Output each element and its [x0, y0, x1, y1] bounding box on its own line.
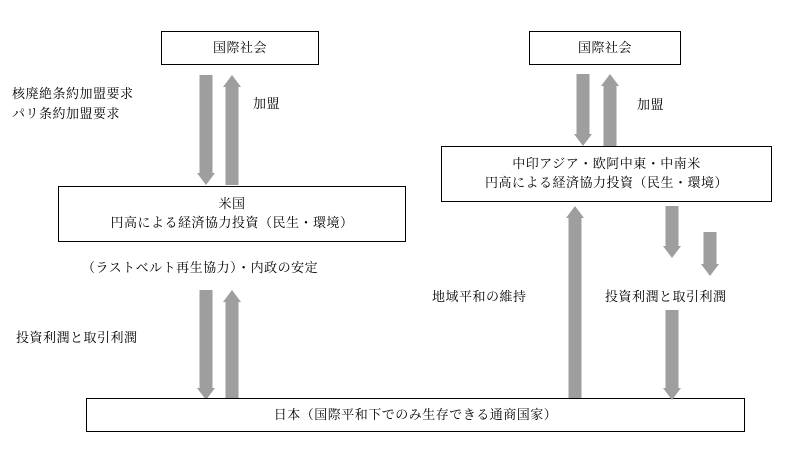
label-line: （ラストベルト再生協力）・内政の安定 — [82, 260, 319, 275]
box-line: 日本（国際平和下でのみ生存できる通商国家） — [273, 406, 558, 422]
label-line: 核廃絶条約加盟要求 — [12, 86, 134, 101]
label-line: 投資利潤と取引利潤 — [605, 289, 727, 304]
arrow-down-regions-profit — [662, 206, 682, 258]
label-regional-peace — [432, 287, 527, 307]
arrow-down-society-to-usa — [196, 75, 216, 185]
box-line: 中印アジア・欧阿中東・中南米 — [512, 156, 701, 172]
box-line: 円高による経済協力投資（民生・環境） — [110, 215, 354, 230]
label-treaty-demands — [12, 84, 134, 123]
box-line: 国際社会 — [212, 39, 267, 55]
label-line: 加盟 — [253, 96, 281, 111]
label-line: パリ条約加盟要求 — [12, 105, 121, 121]
label-accession-left — [253, 94, 280, 114]
box-international-society-left — [161, 31, 319, 65]
arrow-up-japan-to-regions — [565, 206, 585, 398]
box-japan — [86, 398, 745, 432]
label-line: 投資利潤と取引利潤 — [16, 330, 138, 345]
arrow-down-society-to-regions — [573, 74, 593, 146]
arrow-up-usa-to-society — [222, 75, 242, 185]
arrow-up-japan-to-usa — [222, 290, 242, 400]
arrow-down-regions-profit-second — [700, 232, 720, 276]
box-line: 円高による経済協力投資（民生・環境） — [484, 175, 728, 190]
box-line: 国際社会 — [577, 39, 632, 55]
label-rustbelt-cooperation — [82, 258, 318, 278]
box-international-society-right — [529, 31, 681, 65]
label-investment-profit-right — [605, 287, 727, 307]
arrow-up-regions-to-society — [600, 74, 620, 146]
box-regions — [441, 146, 772, 202]
label-accession-right — [637, 95, 664, 115]
label-line: 加盟 — [637, 97, 665, 112]
label-line: 地域平和の維持 — [432, 289, 527, 304]
arrow-down-profit-to-japan — [662, 310, 682, 400]
box-usa — [58, 186, 406, 242]
arrow-down-usa-to-japan — [196, 290, 216, 400]
box-line: 米国 — [218, 196, 246, 212]
label-investment-profit-left — [16, 328, 138, 348]
